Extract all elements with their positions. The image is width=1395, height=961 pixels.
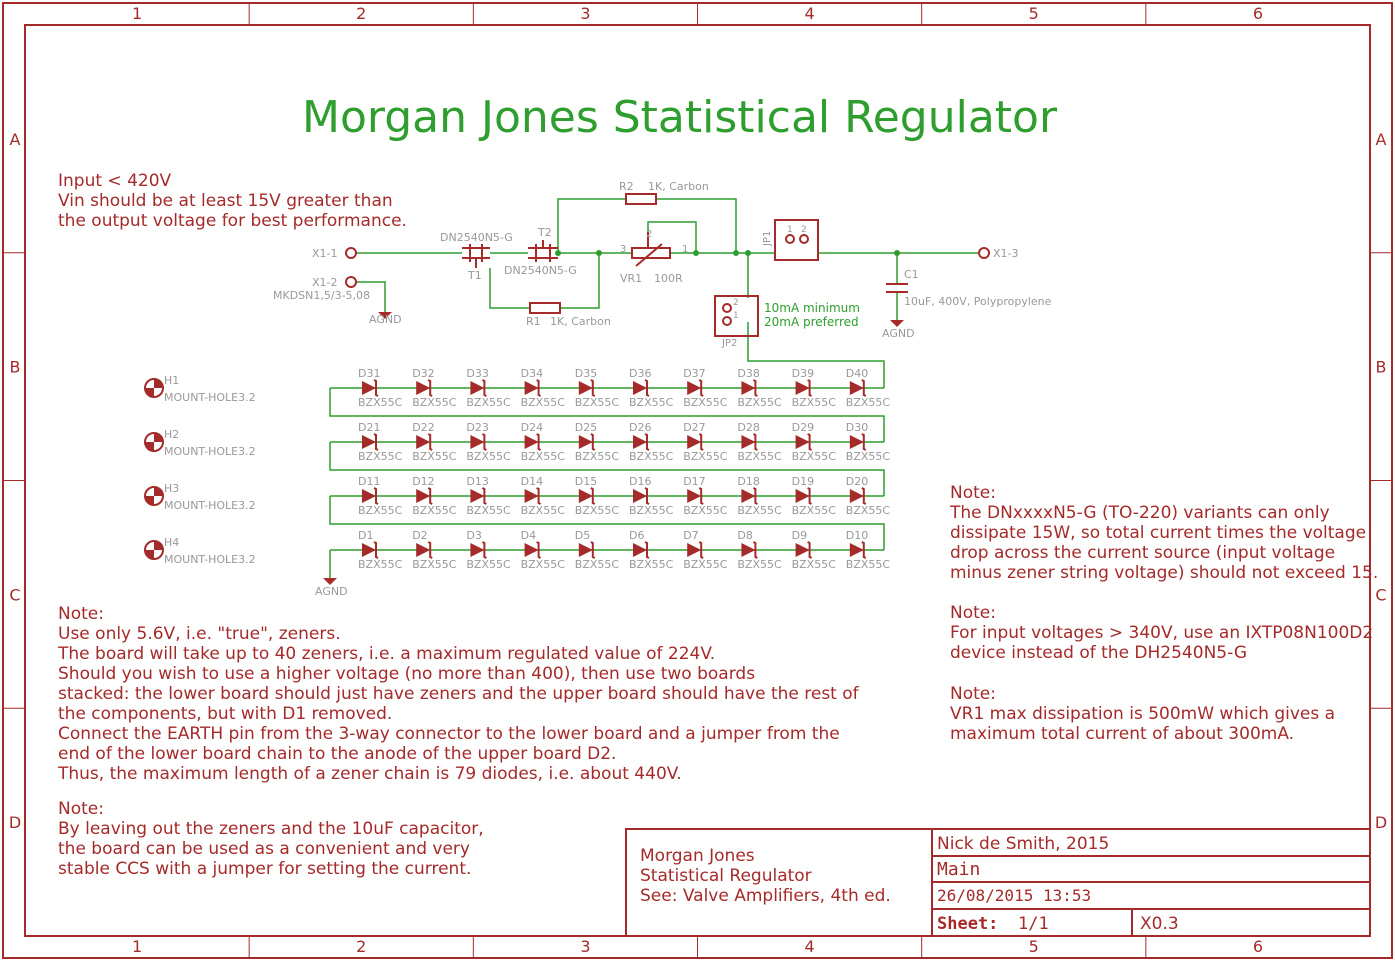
frame-row-label: A [1375, 129, 1387, 149]
transistor-t2 [504, 226, 577, 277]
zener-value: BZX55C [845, 450, 891, 463]
zener-diode-icon [796, 489, 810, 503]
mounting-hole-value: MOUNT-HOLE3.2 [164, 445, 256, 458]
dissipation-note-line: Note: [950, 483, 996, 503]
jp1-pin2: 2 [801, 225, 807, 235]
zener-value: BZX55C [412, 450, 457, 463]
zener-name: D16 [629, 475, 652, 488]
x1-3-label: X1-3 [993, 247, 1019, 260]
zener-value: BZX55C [737, 504, 782, 517]
jp1-name: JP1 [762, 230, 773, 246]
mounting-hole [145, 428, 256, 458]
title-block [626, 829, 1370, 936]
frame-column-label: 2 [356, 4, 367, 23]
device-note-line: Note: [950, 603, 996, 623]
frame-row-label: C [1375, 585, 1387, 605]
title-block-description: See: Valve Amplifiers, 4th ed. [640, 886, 891, 906]
zener-value: BZX55C [520, 504, 565, 517]
zener-diode-icon [687, 543, 701, 557]
zener-name: D40 [845, 367, 869, 380]
r2-name: R2 [619, 180, 634, 193]
zener-name: D21 [358, 421, 381, 434]
zener-diode-icon [579, 489, 593, 503]
mounting-hole [145, 374, 256, 404]
title-block-date: 26/08/2015 13:53 [937, 886, 1092, 905]
ccs-note-line: stable CCS with a jumper for setting the current. [58, 859, 472, 879]
zener-diode-icon [579, 435, 593, 449]
zener-value: BZX55C [737, 450, 782, 463]
zener-value: BZX55C [791, 450, 836, 463]
zener-value: BZX55C [629, 504, 674, 517]
zener-value: BZX55C [791, 396, 836, 409]
junction-dot [745, 250, 751, 256]
zener-value: BZX55C [629, 450, 674, 463]
zener-name: D24 [520, 421, 544, 434]
zener-diode-icon [525, 381, 539, 395]
zener-diode-icon [796, 543, 810, 557]
title-block-sheet-name: Main [937, 859, 981, 880]
zener-note-line: the components, but with D1 removed. [58, 704, 393, 724]
zener-diode-icon [525, 543, 539, 557]
zener-name: D2 [412, 529, 428, 542]
zener-value: BZX55C [737, 396, 782, 409]
zener-value: BZX55C [520, 558, 565, 571]
zener-note-line: Note: [58, 604, 104, 624]
zener-value: BZX55C [683, 558, 728, 571]
zener-name: D37 [683, 367, 706, 380]
zener-value: BZX55C [466, 396, 511, 409]
vr1-note-line: VR1 max dissipation is 500mW which gives a [950, 704, 1336, 724]
title-block-sheet-label: Sheet: [937, 914, 999, 934]
ccs-note-line: By leaving out the zeners and the 10uF capacitor, [58, 819, 484, 839]
frame-row-label: C [9, 585, 21, 605]
zener-name: D28 [737, 421, 760, 434]
mounting-hole [145, 536, 256, 566]
zener-diode-icon [633, 381, 647, 395]
t2-value: DN2540N5-G [504, 264, 577, 277]
t2-name: T2 [538, 226, 552, 239]
frame-column-label: 3 [580, 4, 591, 23]
zener-value: BZX55C [791, 558, 836, 571]
wire [558, 199, 626, 253]
zener-value: BZX55C [845, 504, 891, 517]
zener-name: D6 [629, 529, 645, 542]
zener-name: D22 [412, 421, 435, 434]
r1-name: R1 [526, 315, 541, 328]
x1-2-label: X1-2 [312, 276, 338, 289]
jumper-pin-icon [800, 235, 808, 243]
zener-name: D32 [412, 367, 435, 380]
zener-value: BZX55C [683, 450, 728, 463]
mounting-hole-name: H4 [164, 536, 180, 549]
dissipation-note [949, 483, 1378, 583]
zener-diode-icon [850, 489, 864, 503]
vr1-note-line: maximum total current of about 300mA. [950, 724, 1295, 744]
dissipation-note-line: drop across the current source (input voltage [950, 543, 1336, 563]
zener-value: BZX55C [412, 396, 457, 409]
zener-diode-icon [850, 381, 864, 395]
jp2-pin2: 2 [733, 298, 739, 308]
zener-name: D39 [791, 367, 815, 380]
vr1-value: 100R [654, 272, 683, 285]
title-block-author: Nick de Smith, 2015 [937, 834, 1110, 854]
device-note-line: device instead of the DH2540N5-G [950, 643, 1248, 663]
junction-dot [596, 250, 602, 256]
jumper-jp1 [762, 220, 818, 260]
zener-diode-icon [687, 489, 701, 503]
zener-name: D8 [737, 529, 753, 542]
zener-value: BZX55C [574, 450, 620, 463]
zener-diode-icon [633, 435, 647, 449]
device-note [950, 603, 1373, 663]
zener-name: D26 [629, 421, 652, 434]
zener-diode-icon [850, 435, 864, 449]
transistor-t1 [440, 231, 513, 282]
zener-name: D18 [737, 475, 760, 488]
title-block-revision: X0.3 [1140, 914, 1179, 934]
vr1-pin3: 3 [620, 244, 627, 255]
mounting-hole [145, 482, 256, 512]
zener-value: BZX55C [845, 558, 891, 571]
frame-column-label: 5 [1028, 4, 1039, 23]
zener-name: D36 [629, 367, 652, 380]
zener-value: BZX55C [412, 504, 457, 517]
zener-diode-icon [579, 381, 593, 395]
frame-column-label: 1 [131, 937, 143, 956]
zener-name: D25 [574, 421, 598, 434]
capacitor-icon [886, 284, 908, 292]
zener-diode-icon [687, 435, 701, 449]
frame-column-label: 4 [804, 937, 815, 956]
zener-value: BZX55C [683, 504, 728, 517]
agnd-label: AGND [369, 313, 402, 326]
zener-note-line: stacked: the lower board should just have zeners and the upper board should have the rest of [58, 684, 859, 704]
junction-dot [894, 250, 900, 256]
zener-name: D3 [466, 529, 482, 542]
zener-name: D4 [520, 529, 537, 542]
zener-diode-icon [470, 381, 484, 395]
zener-note-line: Should you wish to use a higher voltage (no more than 400), then use two boards [58, 664, 756, 684]
zener-diode-icon [633, 489, 647, 503]
zener-value: BZX55C [466, 558, 511, 571]
zener-name: D9 [791, 529, 808, 542]
jp2-name: JP2 [722, 338, 738, 349]
connector-pin-icon [979, 248, 989, 258]
zener-name: D19 [791, 475, 815, 488]
title-block-description: Statistical Regulator [640, 866, 812, 886]
zener-diode-icon [741, 543, 755, 557]
input-note-line: Input < 420V [58, 171, 172, 191]
zener-value: BZX55C [358, 558, 403, 571]
vr1-note-line: Note: [950, 684, 996, 704]
mounting-hole-name: H1 [164, 374, 180, 387]
zener-name: D11 [358, 475, 381, 488]
zener-diode-icon [470, 435, 484, 449]
zener-diode-icon [416, 489, 430, 503]
zener-name: D34 [520, 367, 544, 380]
frame-row-label: D [1374, 813, 1388, 833]
vr1-name: VR1 [620, 272, 643, 285]
zener-name: D20 [845, 475, 869, 488]
zener-diode-icon [579, 543, 593, 557]
zener-value: BZX55C [466, 504, 511, 517]
jp1-pin1: 1 [787, 225, 793, 235]
zener-value: BZX55C [358, 396, 403, 409]
connector-pin-icon [346, 248, 356, 258]
zener-name: D1 [358, 529, 374, 542]
zener-value: BZX55C [574, 396, 620, 409]
input-note-line: Vin should be at least 15V greater than [58, 191, 393, 211]
mounting-holes [145, 374, 256, 566]
mounting-hole-name: H2 [164, 428, 180, 441]
c1-name: C1 [904, 268, 919, 281]
jumper-jp2 [715, 296, 860, 349]
zener-name: D31 [358, 367, 381, 380]
zener-note-line: end of the lower board chain to the anode of the upper board D2. [58, 744, 617, 764]
jumper-pin-icon [723, 304, 731, 312]
zener-value: BZX55C [520, 396, 565, 409]
mounting-hole-name: H3 [164, 482, 180, 495]
ccs-note-line: the board can be used as a convenient and very [58, 839, 470, 859]
frame-column-label: 1 [131, 4, 143, 23]
mounting-hole-value: MOUNT-HOLE3.2 [164, 499, 256, 512]
zener-value: BZX55C [466, 450, 511, 463]
jumper-pin-icon [786, 235, 794, 243]
jp2-pin1: 1 [733, 311, 739, 321]
zener-value: BZX55C [358, 450, 403, 463]
r2-value: 1K, Carbon [648, 180, 709, 193]
zener-diode-icon [362, 489, 376, 503]
frame-row-label: D [8, 813, 22, 833]
resistor-r1-icon [530, 303, 560, 313]
junction-dot [693, 250, 699, 256]
zener-value: BZX55C [737, 558, 782, 571]
agnd-label: AGND [315, 585, 348, 598]
mosfet-icon [528, 240, 558, 262]
connector-value: MKDSN1,5/3-5,08 [273, 289, 371, 302]
zener-name: D23 [466, 421, 489, 434]
zener-diode-icon [633, 543, 647, 557]
zener-value: BZX55C [629, 396, 674, 409]
zener-name: D14 [520, 475, 544, 488]
zener-name: D29 [791, 421, 815, 434]
zener-name: D17 [683, 475, 706, 488]
zener-value: BZX55C [791, 504, 836, 517]
r1-value: 1K, Carbon [550, 315, 611, 328]
frame-column-label: 3 [580, 937, 591, 956]
zener-diode-icon [525, 489, 539, 503]
frame-row-label: A [9, 129, 21, 149]
device-note-line: For input voltages > 340V, use an IXTP08N100D2 [950, 623, 1374, 643]
zener-name: D15 [574, 475, 598, 488]
title-block-description: Morgan Jones [640, 846, 755, 866]
zener-value: BZX55C [683, 396, 728, 409]
vr1-pin2: 2 [646, 229, 653, 240]
zener-note-line: Connect the EARTH pin from the 3-way connector to the lower board and a jumper from the [58, 724, 840, 744]
dissipation-note-line: minus zener string voltage) should not exceed 15. [950, 563, 1379, 583]
ccs-note-line: Note: [58, 799, 104, 819]
zener-value: BZX55C [358, 504, 403, 517]
zener-diode-icon [796, 435, 810, 449]
capacitor-c1 [886, 268, 1052, 308]
zener-name: D33 [466, 367, 489, 380]
dissipation-note-line: dissipate 15W, so total current times the voltage [950, 523, 1367, 543]
zener-name: D27 [683, 421, 706, 434]
potentiometer-vr1 [620, 229, 688, 285]
zener-array [330, 367, 890, 571]
zener-value: BZX55C [629, 558, 674, 571]
frame-column-label: 2 [356, 937, 367, 956]
zener-diode-icon [525, 435, 539, 449]
input-note-line: the output voltage for best performance. [58, 211, 407, 231]
zener-note [57, 604, 860, 784]
zener-diode-icon [416, 543, 430, 557]
input-note [58, 171, 407, 231]
vr1-note [950, 684, 1335, 744]
zener-diode-icon [796, 381, 810, 395]
zener-note-line: Use only 5.6V, i.e. "true", zeners. [58, 624, 341, 644]
frame-row-label: B [9, 357, 21, 377]
schematic-title: Morgan Jones Statistical Regulator [302, 92, 1058, 143]
dissipation-note-line: The DNxxxxN5-G (TO-220) variants can only [950, 503, 1330, 523]
frame-column-label: 5 [1028, 937, 1039, 956]
zener-diode-icon [362, 435, 376, 449]
ccs-note [58, 799, 484, 879]
zener-value: BZX55C [412, 558, 457, 571]
zener-note-line: The board will take up to 40 zeners, i.e. a maximum regulated value of 224V. [58, 644, 716, 664]
zener-diode-icon [687, 381, 701, 395]
zener-diode-icon [416, 381, 430, 395]
wire [560, 253, 599, 308]
c1-value: 10uF, 400V, Polypropylene [904, 295, 1052, 308]
zener-diode-icon [741, 435, 755, 449]
zener-name: D12 [412, 475, 435, 488]
jumper-pin-icon [723, 317, 731, 325]
frame-row-label: B [1375, 357, 1387, 377]
mosfet-icon [462, 244, 490, 268]
vr1-pin1: 1 [682, 244, 689, 255]
zener-value: BZX55C [574, 504, 620, 517]
frame-column-label: 4 [804, 4, 815, 23]
zener-name: D7 [683, 529, 699, 542]
t1-name: T1 [468, 269, 482, 282]
x1-1-label: X1-1 [312, 247, 338, 260]
zener-diode-icon [741, 381, 755, 395]
zener-note-line: Thus, the maximum length of a zener chain is 79 diodes, i.e. about 440V. [58, 764, 682, 784]
ground-icon [323, 578, 337, 585]
frame-column-label: 6 [1252, 937, 1264, 956]
junction-dot [733, 250, 739, 256]
zener-diode-icon [741, 489, 755, 503]
zener-name: D13 [466, 475, 489, 488]
jumper-icon [775, 220, 818, 260]
zener-name: D38 [737, 367, 760, 380]
junction-dot [555, 250, 561, 256]
ground-icon [890, 320, 904, 327]
agnd-label: AGND [882, 327, 915, 340]
zener-value: BZX55C [574, 558, 620, 571]
zener-diode-icon [470, 543, 484, 557]
zener-value: BZX55C [520, 450, 565, 463]
zener-diode-icon [416, 435, 430, 449]
zener-diode-icon [470, 489, 484, 503]
jp2-note-min: 10mA minimum [764, 301, 860, 315]
zener-diode-icon [850, 543, 864, 557]
zener-diode-icon [362, 543, 376, 557]
connector-pin-icon [346, 277, 356, 287]
zener-value: BZX55C [845, 396, 891, 409]
zener-name: D35 [574, 367, 598, 380]
t1-value: DN2540N5-G [440, 231, 513, 244]
zener-diode-icon [362, 381, 376, 395]
zener-name: D30 [845, 421, 869, 434]
resistor-r2-icon [626, 194, 656, 204]
zener-name: D5 [574, 529, 591, 542]
mounting-hole-value: MOUNT-HOLE3.2 [164, 553, 256, 566]
jp2-note-preferred: 20mA preferred [764, 315, 859, 329]
zener-name: D10 [845, 529, 869, 542]
title-block-sheet-value: 1/1 [1018, 914, 1049, 934]
frame-column-label: 6 [1252, 4, 1264, 23]
mounting-hole-value: MOUNT-HOLE3.2 [164, 391, 256, 404]
